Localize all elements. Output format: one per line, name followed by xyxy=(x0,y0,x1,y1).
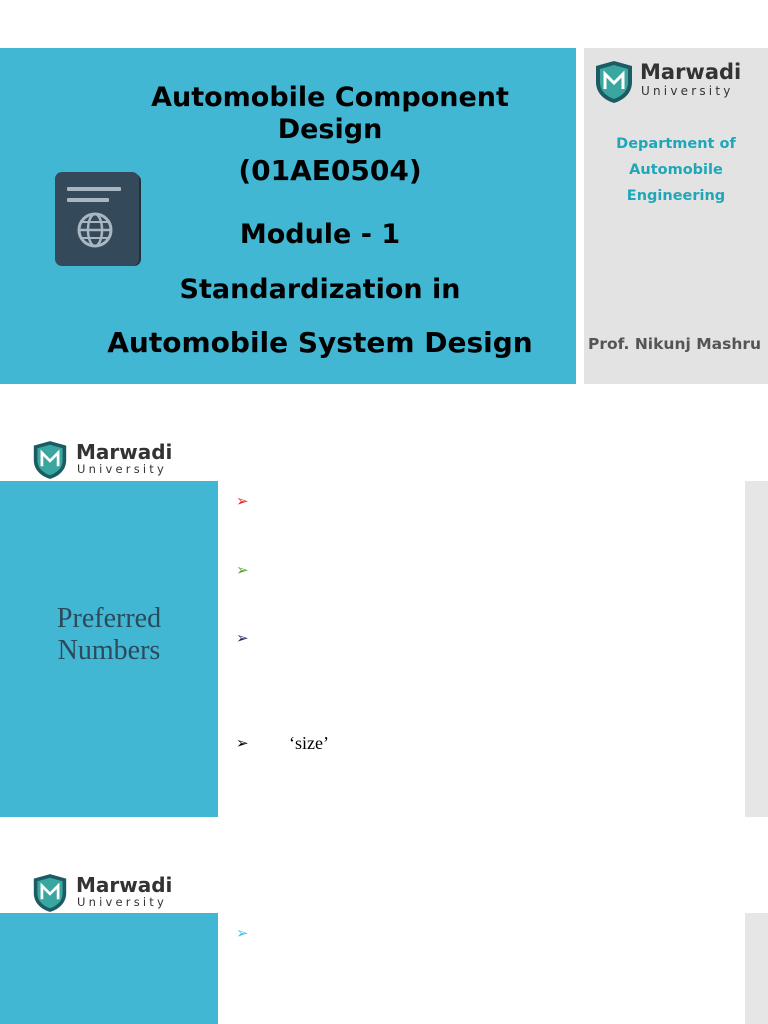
preferred-numbers-sidebar xyxy=(0,481,218,817)
module-label: Module - 1 xyxy=(239,219,401,250)
subtitle-line1: Standardization in xyxy=(179,274,461,305)
department-line3: Engineering xyxy=(626,188,726,204)
university-logo xyxy=(32,873,202,913)
bullet-text-size: ‘size’ xyxy=(289,733,329,753)
bullet-arrow-icon: ➢ xyxy=(236,629,249,647)
shield-logo-icon xyxy=(594,60,634,104)
slide1-info-panel xyxy=(584,48,768,384)
logo-subtitle: University xyxy=(641,84,734,98)
university-logo xyxy=(32,440,202,480)
passport-book-icon xyxy=(53,170,143,268)
bullet-arrow-icon: ➢ xyxy=(236,492,249,510)
department-line1: Department of xyxy=(616,136,736,152)
slide2-right-strip xyxy=(745,481,768,817)
shield-logo-icon xyxy=(32,873,68,913)
course-title-line1: Automobile Component xyxy=(151,82,509,113)
bullet-arrow-icon: ➢ xyxy=(236,561,249,579)
logo-subtitle: University xyxy=(77,462,168,476)
professor-name: Prof. Nikunj Mashru xyxy=(588,335,762,353)
sidebar-title-line2: Numbers xyxy=(57,635,161,666)
slide3-right-strip xyxy=(745,913,768,1024)
subtitle-line2: Automobile System Design xyxy=(107,326,533,359)
logo-name: Marwadi xyxy=(640,60,742,84)
logo-name: Marwadi xyxy=(76,873,173,897)
department-line2: Automobile xyxy=(629,162,723,178)
slide3-sidebar xyxy=(0,913,218,1024)
university-logo xyxy=(594,60,764,104)
course-code: (01AE0504) xyxy=(238,154,422,187)
shield-logo-icon xyxy=(32,440,68,480)
sidebar-title-line1: Preferred xyxy=(56,603,162,634)
logo-subtitle: University xyxy=(77,895,168,909)
logo-name: Marwadi xyxy=(76,440,173,464)
bullet-arrow-icon: ➢ xyxy=(236,734,249,752)
slide1-title-panel xyxy=(0,48,576,384)
bullet-arrow-icon: ➢ xyxy=(236,924,249,942)
course-title-line2: Design xyxy=(277,114,383,145)
